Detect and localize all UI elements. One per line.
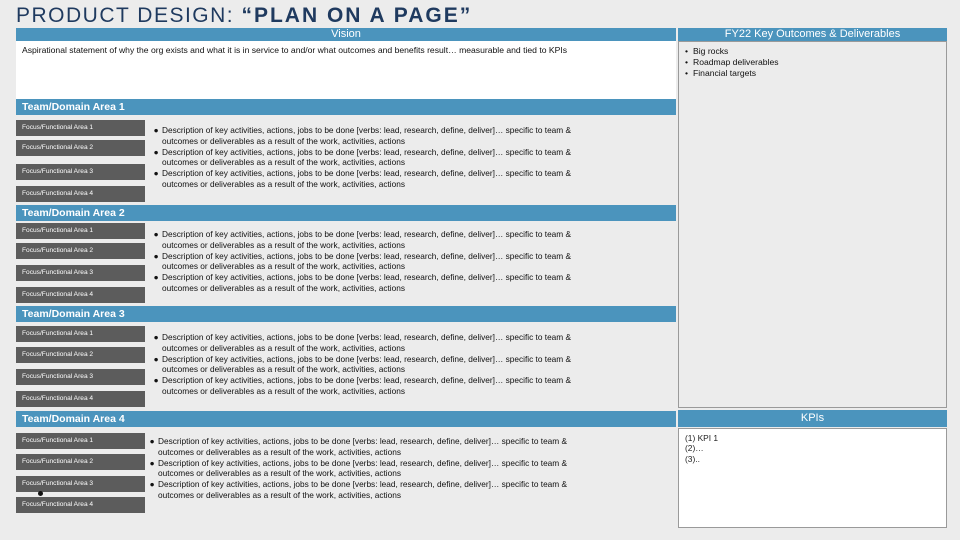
page-title [16,3,472,29]
team-area-3-header: Team/Domain Area 3 [16,306,676,322]
team-2-focus-area-4[interactable]: Focus/Functional Area 4 [16,287,145,303]
kpis-panel [678,428,947,528]
description-item: ● Description of key activities, actions, jobs to be done [verbs: lead, research, define, deliver]… specific to team & [153,250,572,261]
outcome-item: • Roadmap deliverables [685,57,940,68]
team-1-focus-area-1[interactable]: Focus/Functional Area 1 [16,120,145,136]
cursor-dot [38,491,43,496]
description-item: ● Description of key activities, actions, jobs to be done [verbs: lead, research, define, deliver]… specific to team & [153,229,572,239]
outcome-item: • Big rocks [685,46,940,57]
description-item: ● Description of key activities, actions, jobs to be done [verbs: lead, research, define, deliver]… specific to team & [153,272,572,283]
description-item: ● Description of key activities, actions, jobs to be done [verbs: lead, research, define, deliver]… specific to team & [153,168,572,179]
team-4-focus-area-3[interactable]: Focus/Functional Area 3 [16,476,145,492]
description-item: ● Description of key activities, actions, jobs to be done [verbs: lead, research, define, deliver]… specific to team & [153,375,572,386]
team-area-1-header: Team/Domain Area 1 [16,99,676,115]
kpi-item: (2)… [685,443,704,454]
team-2-descriptions: ● Description of key activities, actions, jobs to be done [verbs: lead, research, define, deliver]… specific to team & outcomes or deliverables as a result of the work, activities, actions ● Description of key activities, actions, jobs to be done [verbs: lead, research, define, deliver]… specific to team & outcomes or deliverables as a result of the work, activities, actions ● Description of key activities, actions, jobs to be done [verbs: lead, research, define, deliver]… specific to team & outcomes or deliverables as a result of the work, activities, actions [150,229,678,294]
team-2-focus-area-1[interactable]: Focus/Functional Area 1 [16,223,145,239]
description-item: ● Description of key activities, actions, jobs to be done [verbs: lead, research, define, deliver]… specific to team & [149,479,568,490]
page-title-prefix: PRODUCT DESIGN: [16,4,242,27]
team-3-focus-area-2[interactable]: Focus/Functional Area 2 [16,347,145,363]
team-1-focus-area-3[interactable]: Focus/Functional Area 3 [16,164,145,180]
team-1-focus-area-4[interactable]: Focus/Functional Area 4 [16,186,145,202]
outcomes-list [685,46,940,79]
vision-statement: Aspirational statement of why the org exists and what it is in service to and/or what outcomes and benefits result… measurable and tied to KPIs [16,41,676,99]
outcome-item: • Financial targets [685,68,940,79]
team-3-focus-area-4[interactable]: Focus/Functional Area 4 [16,391,145,407]
page-title-emphasis: “PLAN ON A PAGE” [241,4,473,27]
team-3-focus-area-3[interactable]: Focus/Functional Area 3 [16,369,145,385]
kpis-header: KPIs [678,410,947,427]
team-4-descriptions: ● Description of key activities, actions, jobs to be done [verbs: lead, research, define, deliver]… specific to team & outcomes or deliverables as a result of the work, activities, actions ● Description of key activities, actions, jobs to be done [verbs: lead, research, define, deliver]… specific to team & outcomes or deliverables as a result of the work, activities, actions ● Description of key activities, actions, jobs to be done [verbs: lead, research, define, deliver]… specific to team & outcomes or deliverables as a result of the work, activities, actions [146,436,674,501]
team-1-focus-area-2[interactable]: Focus/Functional Area 2 [16,140,145,156]
team-3-descriptions: ● Description of key activities, actions, jobs to be done [verbs: lead, research, define, deliver]… specific to team & outcomes or deliverables as a result of the work, activities, actions ● Description of key activities, actions, jobs to be done [verbs: lead, research, define, deliver]… specific to team & outcomes or deliverables as a result of the work, activities, actions ● Description of key activities, actions, jobs to be done [verbs: lead, research, define, deliver]… specific to team & outcomes or deliverables as a result of the work, activities, actions [150,332,678,397]
outcomes-panel [678,41,947,408]
description-item: ● Description of key activities, actions, jobs to be done [verbs: lead, research, define, deliver]… specific to team & [153,353,572,364]
description-item: ● Description of key activities, actions, jobs to be done [verbs: lead, research, define, deliver]… specific to team & [153,125,572,135]
team-4-focus-area-4[interactable]: Focus/Functional Area 4 [16,497,145,513]
kpi-item: (3).. [685,453,700,464]
description-item: ● Description of key activities, actions, jobs to be done [verbs: lead, research, define, deliver]… specific to team & [149,436,568,446]
outcomes-header: FY22 Key Outcomes & Deliverables [678,28,947,41]
team-1-descriptions: ● Description of key activities, actions, jobs to be done [verbs: lead, research, define, deliver]… specific to team & outcomes or deliverables as a result of the work, activities, actions ● Description of key activities, actions, jobs to be done [verbs: lead, research, define, deliver]… specific to team & outcomes or deliverables as a result of the work, activities, actions ● Description of key activities, actions, jobs to be done [verbs: lead, research, define, deliver]… specific to team & outcomes or deliverables as a result of the work, activities, actions [150,125,678,190]
kpi-item: (1) KPI 1 [685,433,719,443]
description-item: ● Description of key activities, actions, jobs to be done [verbs: lead, research, define, deliver]… specific to team & [153,146,572,157]
team-4-focus-area-1[interactable]: Focus/Functional Area 1 [16,433,145,449]
team-3-focus-area-1[interactable]: Focus/Functional Area 1 [16,326,145,342]
team-2-focus-area-2[interactable]: Focus/Functional Area 2 [16,243,145,259]
description-item: ● Description of key activities, actions, jobs to be done [verbs: lead, research, define, deliver]… specific to team & [149,457,568,468]
team-area-4-header: Team/Domain Area 4 [16,411,676,427]
team-2-focus-area-3[interactable]: Focus/Functional Area 3 [16,265,145,281]
vision-header: Vision [16,28,676,41]
team-area-2-header: Team/Domain Area 2 [16,205,676,221]
description-item: ● Description of key activities, actions, jobs to be done [verbs: lead, research, define, deliver]… specific to team & [153,332,572,342]
team-4-focus-area-2[interactable]: Focus/Functional Area 2 [16,454,145,470]
